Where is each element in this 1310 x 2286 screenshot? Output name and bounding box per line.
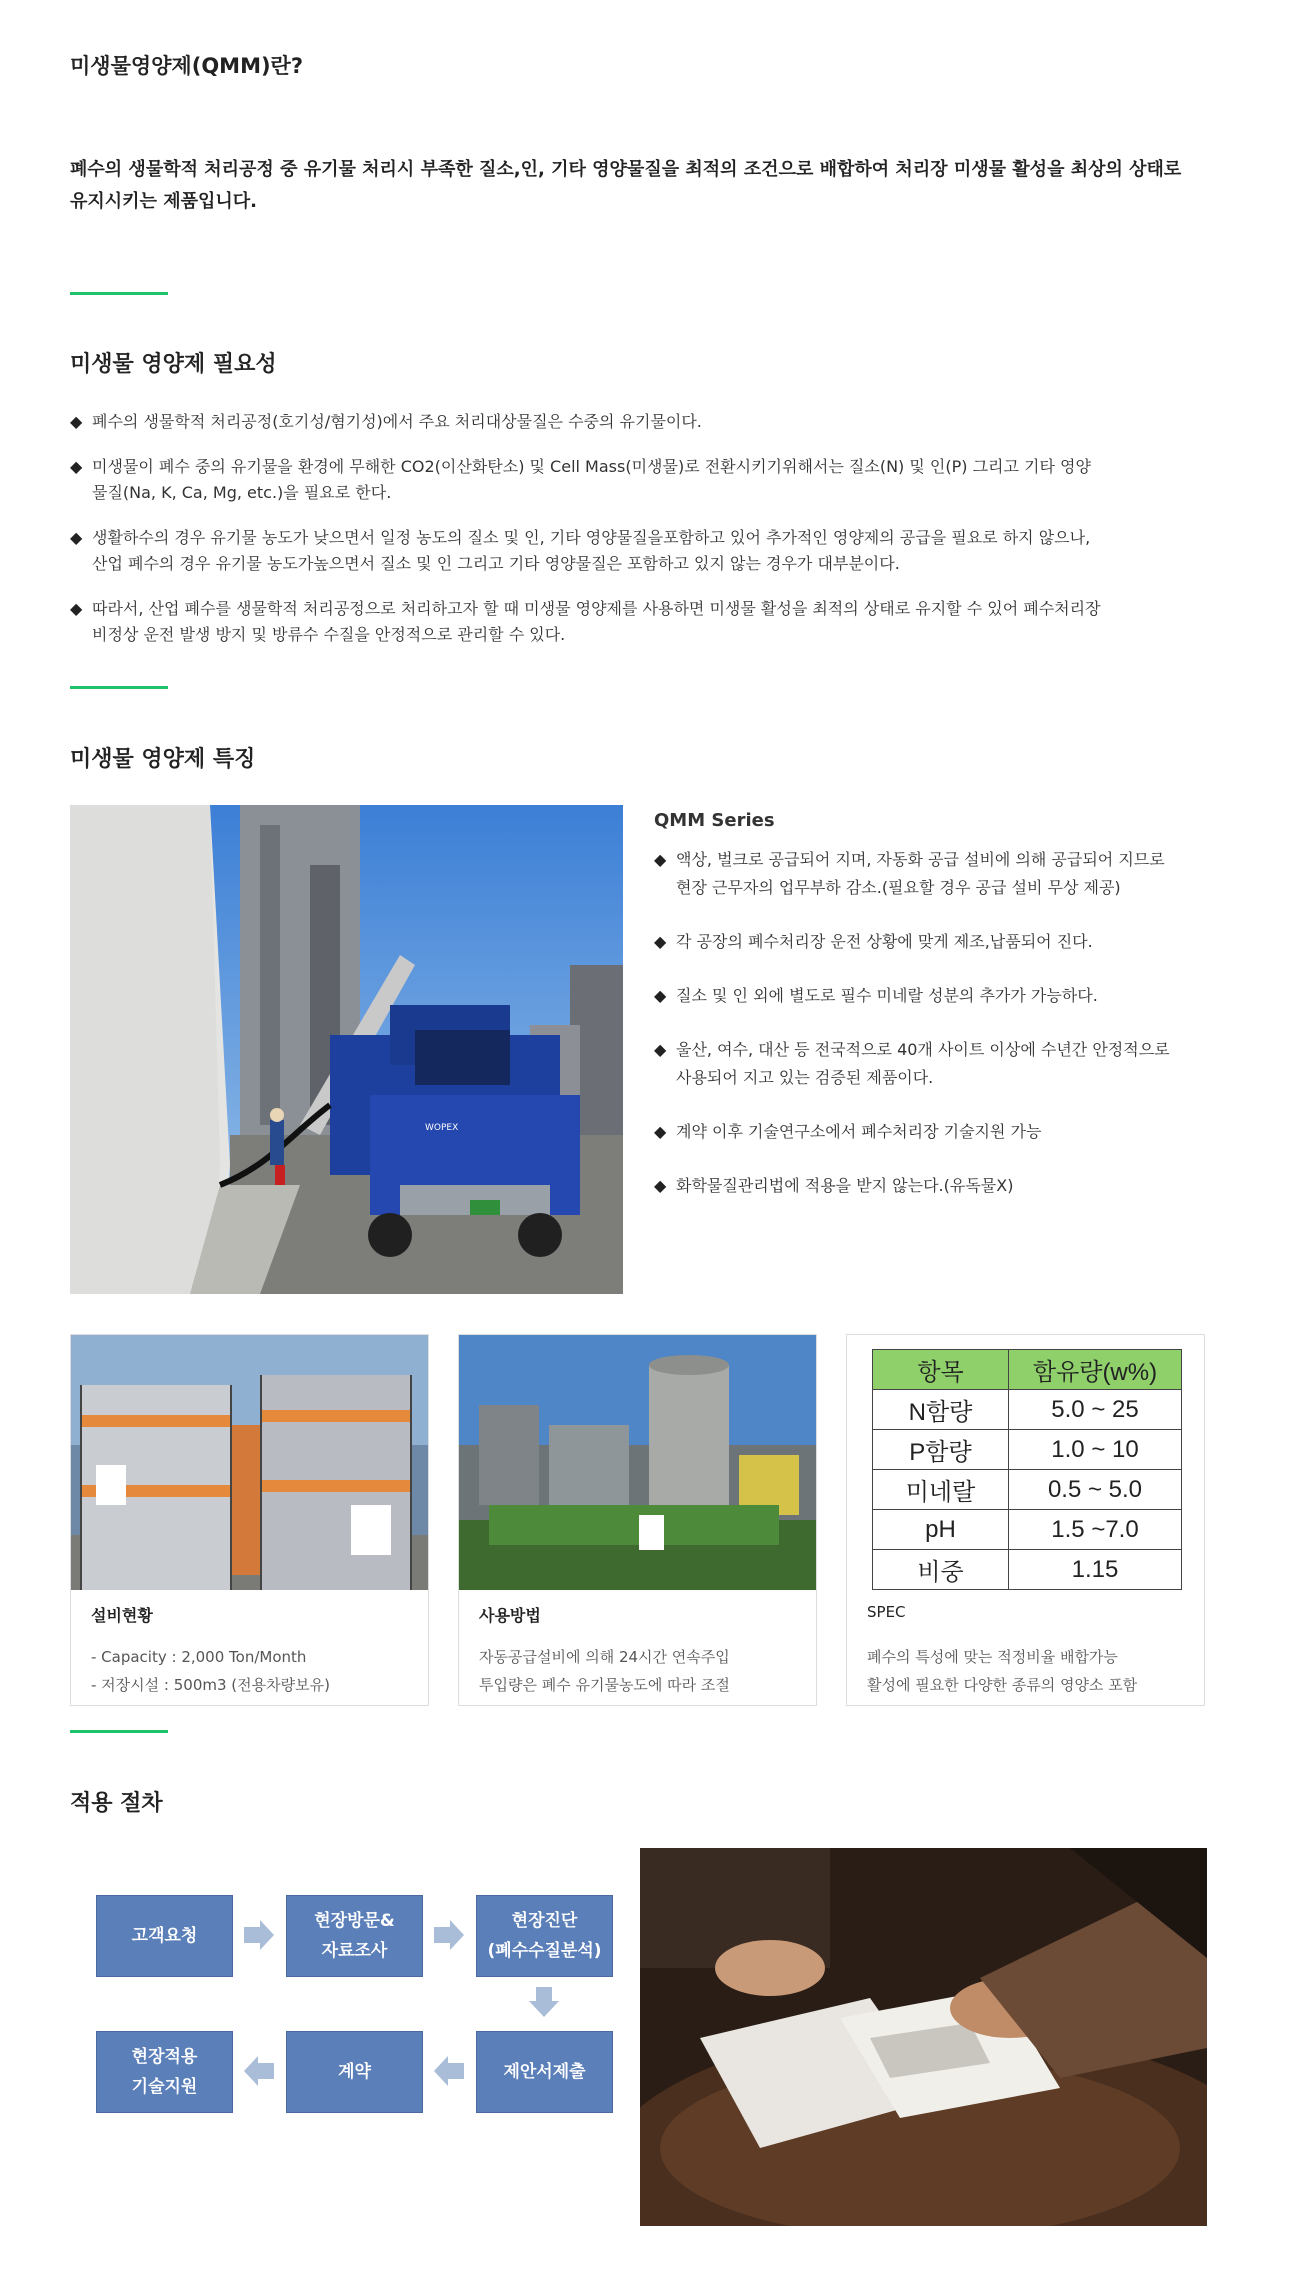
- card-text: 자동공급설비에 의해 24시간 연속주입 투입량은 폐수 유기물농도에 따라 조절: [479, 1648, 730, 1694]
- truck-photo: [70, 805, 623, 1294]
- necessity-title: 미생물 영양제 필요성: [70, 352, 277, 377]
- diamond-bullet-icon: ◆: [70, 599, 83, 618]
- list-item: ◆ 계약 이후 기술연구소에서 폐수처리장 기술지원 가능: [654, 1118, 1214, 1146]
- diamond-bullet-icon: ◆: [70, 528, 83, 547]
- step-contract: 계약: [286, 2031, 423, 2113]
- intro-lead: [70, 154, 1230, 218]
- table-row: N함량 5.0 ~ 25: [873, 1390, 1182, 1430]
- list-item: ◆ 따라서, 산업 폐수를 생물학적 처리공정으로 처리하고자 할 때 미생물 영양제를 사용하면 미생물 활성을 최적의 상태로 유지할 수 있어 폐수처리장 비정상 운전 발생 방지 및 방류수 수질을 안정적으로 관리할 수 있다.: [70, 596, 1210, 648]
- intro-lead-line1: 폐수의 생물학적 처리공정 중 유기물 처리시 부족한 질소,인, 기타 영양물질을 최적의 조건으로 배합하여 처리장 미생물 활성을 최상의 상태로: [70, 159, 1182, 180]
- card-text: 폐수의 특성에 맞는 적정비율 배합가능 활성에 필요한 다양한 종류의 영양소 포함: [867, 1648, 1138, 1694]
- card-title: 설비현황: [91, 1606, 153, 1625]
- list-item: ◆ 질소 및 인 외에 별도로 필수 미네랄 성분의 추가가 가능하다.: [654, 982, 1214, 1010]
- table-row: 미네랄 0.5 ~ 5.0: [873, 1470, 1182, 1510]
- arrow-right-icon: [242, 1918, 276, 1952]
- section-divider: [70, 686, 168, 689]
- truck-logo: WOPEX: [425, 1123, 459, 1133]
- procedure-title: 적용 절차: [70, 1791, 163, 1816]
- intro-lead-line2: 유지시키는 제품입니다.: [70, 191, 257, 212]
- arrow-down-icon: [527, 1985, 561, 2019]
- diamond-bullet-icon: ◆: [654, 1122, 667, 1141]
- table-row: 비중 1.15: [873, 1550, 1182, 1590]
- list-item: ◆ 액상, 벌크로 공급되어 지며, 자동화 공급 설비에 의해 공급되어 지므로 현장 근무자의 업무부하 감소.(필요할 경우 공급 설비 무상 제공): [654, 846, 1214, 902]
- step-proposal: 제안서제출: [476, 2031, 613, 2113]
- spec-table-header: 항목 함유량(w%): [873, 1350, 1182, 1390]
- features-title: 미생물 영양제 특징: [70, 747, 256, 772]
- usage-card: [458, 1334, 817, 1706]
- diamond-bullet-icon: ◆: [654, 1176, 667, 1195]
- list-item: ◆ 울산, 여수, 대산 등 전국적으로 40개 사이트 이상에 수년간 안정적으로 사용되어 지고 있는 검증된 제품이다.: [654, 1036, 1214, 1092]
- diamond-bullet-icon: ◆: [70, 457, 83, 476]
- diamond-bullet-icon: ◆: [654, 1040, 667, 1059]
- card-text: - Capacity : 2,000 Ton/Month - 저장시설 : 500m3 (전용차량보유): [91, 1648, 330, 1694]
- spec-table: [872, 1349, 1182, 1590]
- page-title: 미생물영양제(QMM)란?: [70, 54, 304, 78]
- series-title: QMM Series: [654, 810, 775, 831]
- list-item: ◆ 폐수의 생물학적 처리공정(호기성/혐기성)에서 주요 처리대상물질은 수중의 유기물이다.: [70, 409, 1210, 435]
- card-title: 사용방법: [479, 1606, 541, 1625]
- step-site-diagnosis: 현장진단 (폐수수질분석): [476, 1895, 613, 1977]
- arrow-left-icon: [432, 2054, 466, 2088]
- list-item: ◆ 미생물이 폐수 중의 유기물을 환경에 무해한 CO2(이산화탄소) 및 Cell Mass(미생물)로 전환시키기위해서는 질소(N) 및 인(P) 그리고 기타 영양 물질(Na, K, Ca, Mg, etc.)을 필요로 한다.: [70, 454, 1210, 506]
- table-row: P함량 1.0 ~ 10: [873, 1430, 1182, 1470]
- spec-card: [846, 1334, 1205, 1706]
- section-divider: [70, 292, 168, 295]
- table-row: pH 1.5 ~7.0: [873, 1510, 1182, 1550]
- step-site-visit: 현장방문& 자료조사: [286, 1895, 423, 1977]
- diamond-bullet-icon: ◆: [654, 986, 667, 1005]
- necessity-list: [70, 409, 1210, 667]
- card-title: SPEC: [867, 1603, 906, 1621]
- diamond-bullet-icon: ◆: [654, 932, 667, 951]
- supply-facility-photo: [459, 1335, 816, 1590]
- list-item: ◆ 각 공장의 폐수처리장 운전 상황에 맞게 제조,납품되어 진다.: [654, 928, 1214, 956]
- arrow-right-icon: [432, 1918, 466, 1952]
- meeting-photo: [640, 1848, 1207, 2226]
- features-list: [654, 846, 1214, 1226]
- step-customer-request: 고객요청: [96, 1895, 233, 1977]
- storage-tanks-photo: [71, 1335, 428, 1590]
- step-tech-support: 현장적용 기술지원: [96, 2031, 233, 2113]
- diamond-bullet-icon: ◆: [70, 412, 83, 431]
- section-divider: [70, 1730, 168, 1733]
- list-item: ◆ 생활하수의 경우 유기물 농도가 낮으면서 일정 농도의 질소 및 인, 기타 영양물질을포함하고 있어 추가적인 영양제의 공급을 필요로 하지 않으나, 산업 폐수의 경우 유기물 농도가높으면서 질소 및 인 그리고 기타 영양물질은 포함하고 있지 않는 경우가 대부분이다.: [70, 525, 1210, 577]
- equipment-card: [70, 1334, 429, 1706]
- arrow-left-icon: [242, 2054, 276, 2088]
- list-item: ◆ 화학물질관리법에 적용을 받지 않는다.(유독물X): [654, 1172, 1214, 1200]
- diamond-bullet-icon: ◆: [654, 850, 667, 869]
